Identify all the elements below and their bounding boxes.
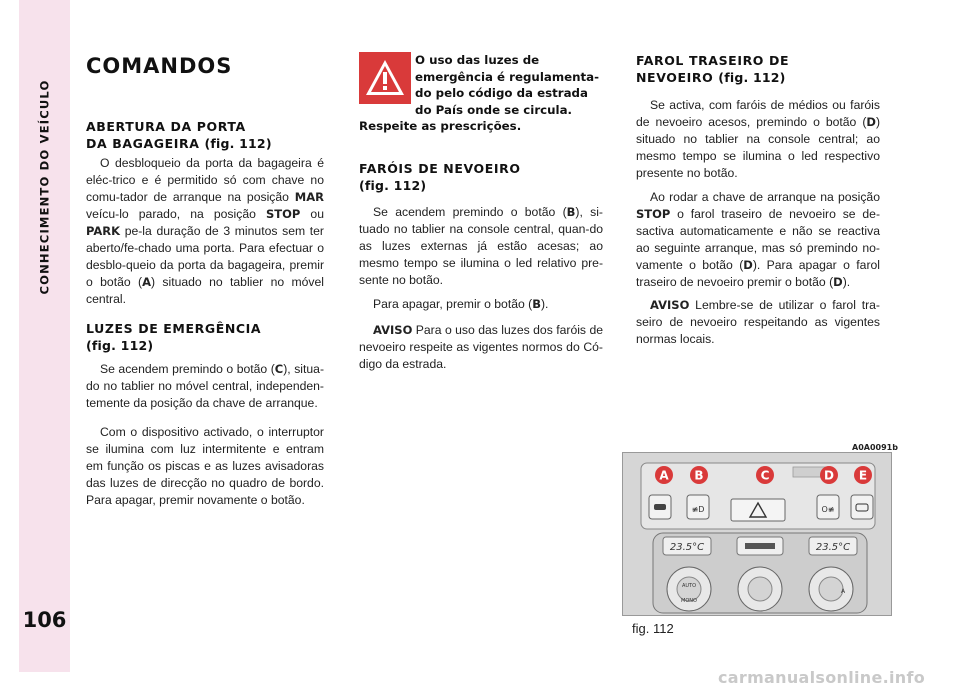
heading-rear-fog-light — [636, 52, 880, 86]
knob-label: A — [840, 588, 846, 595]
button-a — [649, 495, 671, 519]
heading-line: FAROL TRASEIRO DE — [636, 53, 790, 68]
figure-caption: fig. 112 — [632, 621, 674, 636]
temp-left-text: 23.5°C — [669, 542, 705, 553]
watermark: carmanualsonline.info — [718, 668, 926, 687]
heading-trunk-opening — [86, 118, 324, 152]
callout-label: A — [659, 468, 669, 483]
dashboard-console-drawing — [623, 453, 892, 616]
heading-fog-lights — [359, 160, 603, 194]
knob-label: MONO — [681, 598, 697, 604]
heading-line: DA BAGAGEIRA (fig. 112) — [86, 136, 272, 151]
button-b — [687, 495, 709, 519]
paragraph-hazard-2: Com o dispositivo activado, o interruptor se ilumina com luz intermitente e entram em função os piscas e as luzes avisadoras das luzes de direcção no quadro de bordo. Para apagar, premir novamente o botão. — [86, 425, 324, 507]
button-e — [851, 495, 873, 519]
warning-icon — [359, 52, 411, 104]
heading-ref: (fig. 112) — [86, 338, 154, 353]
callout-e — [854, 466, 872, 484]
heading-line: ABERTURA DA PORTA — [86, 119, 246, 134]
callout-a — [655, 466, 673, 484]
fan-display — [737, 537, 783, 555]
paragraph-rear-fog-2: Ao rodar a chave de arranque na posição STOP o farol traseiro de nevoeiro se de-sactiva automaticamente e não se reactiva ao seguinte arranque, mas só premindo no-vamente o botão (D). Para apagar o farol traseiro de nevoeiro premir o botão (D). — [636, 190, 880, 289]
page-title: COMANDOS — [86, 54, 233, 78]
warning-block — [359, 52, 603, 135]
paragraph-fog-1: Se acendem premindo o botão (B), si-tuado no tablier na console central, quan-do as luzes externas já estão acesas; ao mesmo tempo se ilumina o led relativo pre-sente no botão. — [359, 205, 603, 287]
callout-label: B — [694, 468, 704, 483]
button-d — [817, 495, 839, 519]
page-number: 106 — [22, 608, 67, 632]
button-c — [731, 499, 785, 521]
callout-label: C — [760, 468, 770, 483]
figure-code: A0A0091b — [852, 443, 898, 452]
paragraph-fog-3: AVISO Para o uso das luzes dos faróis de nevoeiro respeite as vigentes normos do Có-digo da estrada. — [359, 323, 603, 371]
callout-label: D — [824, 468, 834, 483]
heading-hazard-lights — [86, 320, 324, 354]
section-label: CONHECIMENTO DO VEÍCULO — [37, 79, 52, 295]
heading-ref: (fig. 112) — [359, 178, 427, 193]
paragraph-rear-fog-3: AVISO Lembre-se de utilizar o farol tra-seiro de nevoeiro respeitando as vigentes normas locais. — [636, 298, 880, 346]
knob-left — [667, 567, 711, 611]
callout-label: E — [858, 468, 868, 483]
temp-display-left — [663, 537, 711, 555]
figure-illustration — [622, 452, 892, 616]
svg-text:O≢: O≢ — [821, 505, 835, 514]
paragraph-fog-2: Para apagar, premir o botão (B). — [373, 297, 549, 311]
heading-line: NEVOEIRO (fig. 112) — [636, 70, 786, 85]
knob-label: AUTO — [681, 583, 697, 589]
callout-d — [820, 466, 838, 484]
heading-line: LUZES DE EMERGÊNCIA — [86, 321, 262, 336]
paragraph-hazard-1: Se acendem premindo o botão (C), situa-do no tablier no móvel central, independen-temente da posição da chave de arranque. — [86, 362, 324, 410]
temp-right-text: 23.5°C — [815, 542, 851, 553]
callout-b — [690, 466, 708, 484]
svg-text:≢D: ≢D — [691, 505, 705, 514]
paragraph-trunk-opening: O desbloqueio da porta da bagageira é eléc-trico e é permitido só com chave no comu-tador de arranque na posição MAR veícu-lo parado, na posição STOP ou PARK pe-la duração de 3 minutos sem ter aberto/fe-chado uma porta. Para efectuar o desblo-queio da porta da bagageira, premir o botão (A) situado no tablier no móvel central. — [86, 156, 325, 306]
callout-c — [756, 466, 774, 484]
warning-text: O uso das luzes de emergência é regulamenta-do pelo código da estrada do País onde se circula. Respeite as prescrições. — [359, 53, 600, 133]
heading-line: FARÓIS DE NEVOEIRO — [359, 161, 521, 176]
knob-right — [809, 567, 853, 611]
temp-display-right — [809, 537, 857, 555]
warning-triangle-icon — [359, 52, 411, 104]
paragraph-rear-fog-1: Se activa, com faróis de médios ou faróis de nevoeiro acesos, premindo o botão (D) situado no tablier na console central; ao mesmo tempo se ilumina o led respectivo presente no botão. — [636, 98, 880, 180]
knob-center — [738, 567, 782, 611]
